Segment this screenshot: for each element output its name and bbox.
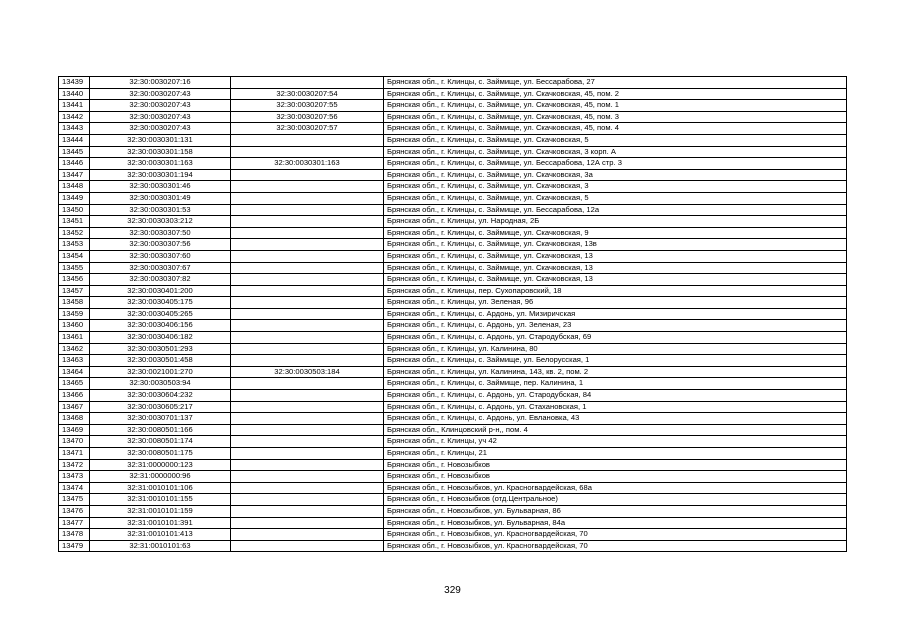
table-row	[59, 146, 847, 158]
property-registry-table	[58, 76, 847, 552]
table-row	[59, 332, 847, 344]
cadastral-number-cell: 32:30:0080501:166	[90, 424, 231, 436]
cadastral-number-cell: 32:30:0030405:175	[90, 297, 231, 309]
table-row	[59, 88, 847, 100]
parent-cadastral-number-cell	[231, 413, 384, 425]
table-row	[59, 529, 847, 541]
address-cell: Брянская обл., г. Клинцы, с. Займище, ул. Белорусская, 1	[384, 355, 847, 367]
row-number-cell: 13477	[59, 517, 90, 529]
address-cell: Брянская обл., г. Новозыбков	[384, 471, 847, 483]
table-row	[59, 494, 847, 506]
table-row	[59, 320, 847, 332]
table-row	[59, 77, 847, 89]
table-row	[59, 378, 847, 390]
address-cell: Брянская обл., г. Клинцы, с. Займище, ул. Скачковская, 45, пом. 4	[384, 123, 847, 135]
cadastral-number-cell: 32:31:0010101:413	[90, 529, 231, 541]
table-row	[59, 482, 847, 494]
cadastral-number-cell: 32:30:0030701:137	[90, 413, 231, 425]
parent-cadastral-number-cell	[231, 424, 384, 436]
row-number-cell: 13446	[59, 158, 90, 170]
parent-cadastral-number-cell	[231, 436, 384, 448]
parent-cadastral-number-cell	[231, 204, 384, 216]
table-row	[59, 424, 847, 436]
row-number-cell: 13479	[59, 540, 90, 552]
parent-cadastral-number-cell	[231, 239, 384, 251]
row-number-cell: 13456	[59, 274, 90, 286]
parent-cadastral-number-cell: 32:30:0030207:55	[231, 100, 384, 112]
address-cell: Брянская обл., г. Клинцы, с. Ардонь, ул. Стахановская, 1	[384, 401, 847, 413]
cadastral-number-cell: 32:31:0000000:123	[90, 459, 231, 471]
cadastral-number-cell: 32:30:0030307:67	[90, 262, 231, 274]
table-row	[59, 459, 847, 471]
address-cell: Брянская обл., г. Клинцы, с. Займище, ул. Бессарабова, 12А стр. 3	[384, 158, 847, 170]
address-cell: Брянская обл., г. Клинцы, с. Займище, ул. Скачковская, 13	[384, 274, 847, 286]
cadastral-number-cell: 32:31:0000000:96	[90, 471, 231, 483]
table-row	[59, 436, 847, 448]
row-number-cell: 13450	[59, 204, 90, 216]
row-number-cell: 13448	[59, 181, 90, 193]
parent-cadastral-number-cell	[231, 471, 384, 483]
address-cell: Брянская обл., г. Клинцы, ул. Народная, 2Б	[384, 216, 847, 228]
address-cell: Брянская обл., г. Клинцы, 21	[384, 448, 847, 460]
parent-cadastral-number-cell	[231, 459, 384, 471]
parent-cadastral-number-cell: 32:30:0030207:57	[231, 123, 384, 135]
parent-cadastral-number-cell	[231, 332, 384, 344]
table-row	[59, 517, 847, 529]
row-number-cell: 13472	[59, 459, 90, 471]
cadastral-number-cell: 32:30:0030301:46	[90, 181, 231, 193]
address-cell: Брянская обл., г. Клинцы, ул. Калинина, 143, кв. 2, пом. 2	[384, 366, 847, 378]
address-cell: Брянская обл., г. Клинцы, с. Займище, ул. Скачковская, 45, пом. 3	[384, 111, 847, 123]
cadastral-number-cell: 32:30:0030406:156	[90, 320, 231, 332]
cadastral-number-cell: 32:31:0010101:155	[90, 494, 231, 506]
row-number-cell: 13465	[59, 378, 90, 390]
cadastral-number-cell: 32:30:0030301:163	[90, 158, 231, 170]
row-number-cell: 13459	[59, 308, 90, 320]
table-row	[59, 250, 847, 262]
parent-cadastral-number-cell	[231, 216, 384, 228]
cadastral-number-cell: 32:30:0030307:56	[90, 239, 231, 251]
parent-cadastral-number-cell	[231, 250, 384, 262]
cadastral-number-cell: 32:30:0030301:53	[90, 204, 231, 216]
row-number-cell: 13475	[59, 494, 90, 506]
parent-cadastral-number-cell	[231, 227, 384, 239]
cadastral-number-cell: 32:30:0030405:265	[90, 308, 231, 320]
parent-cadastral-number-cell	[231, 274, 384, 286]
address-cell: Брянская обл., г. Клинцы, ул. Зеленая, 96	[384, 297, 847, 309]
table-row	[59, 181, 847, 193]
cadastral-number-cell: 32:30:0030207:43	[90, 123, 231, 135]
table-row	[59, 308, 847, 320]
row-number-cell: 13478	[59, 529, 90, 541]
cadastral-number-cell: 32:30:0030301:194	[90, 169, 231, 181]
row-number-cell: 13474	[59, 482, 90, 494]
row-number-cell: 13460	[59, 320, 90, 332]
table-row	[59, 123, 847, 135]
parent-cadastral-number-cell	[231, 308, 384, 320]
row-number-cell: 13471	[59, 448, 90, 460]
table-row	[59, 274, 847, 286]
cadastral-number-cell: 32:30:0030406:182	[90, 332, 231, 344]
parent-cadastral-number-cell: 32:30:0030301:163	[231, 158, 384, 170]
table-row	[59, 355, 847, 367]
parent-cadastral-number-cell	[231, 529, 384, 541]
parent-cadastral-number-cell	[231, 540, 384, 552]
cadastral-number-cell: 32:30:0030307:60	[90, 250, 231, 262]
address-cell: Брянская обл., г. Клинцы, с. Ардонь, ул. Евлановка, 43	[384, 413, 847, 425]
registry-table-body	[59, 77, 847, 552]
table-row	[59, 100, 847, 112]
row-number-cell: 13443	[59, 123, 90, 135]
address-cell: Брянская обл., Клинцовский р-н,, пом. 4	[384, 424, 847, 436]
cadastral-number-cell: 32:30:0030303:212	[90, 216, 231, 228]
parent-cadastral-number-cell	[231, 505, 384, 517]
cadastral-number-cell: 32:30:0030207:43	[90, 111, 231, 123]
parent-cadastral-number-cell: 32:30:0030207:56	[231, 111, 384, 123]
row-number-cell: 13444	[59, 134, 90, 146]
table-row	[59, 540, 847, 552]
cadastral-number-cell: 32:31:0010101:106	[90, 482, 231, 494]
row-number-cell: 13461	[59, 332, 90, 344]
address-cell: Брянская обл., г. Новозыбков, ул. Бульварная, 84а	[384, 517, 847, 529]
row-number-cell: 13441	[59, 100, 90, 112]
cadastral-number-cell: 32:30:0080501:175	[90, 448, 231, 460]
address-cell: Брянская обл., г. Клинцы, с. Займище, ул. Скачковская, 13	[384, 262, 847, 274]
parent-cadastral-number-cell	[231, 192, 384, 204]
row-number-cell: 13452	[59, 227, 90, 239]
row-number-cell: 13462	[59, 343, 90, 355]
table-row	[59, 401, 847, 413]
row-number-cell: 13440	[59, 88, 90, 100]
cadastral-number-cell: 32:30:0030207:43	[90, 100, 231, 112]
row-number-cell: 13454	[59, 250, 90, 262]
row-number-cell: 13439	[59, 77, 90, 89]
row-number-cell: 13457	[59, 285, 90, 297]
table-row	[59, 413, 847, 425]
table-row	[59, 448, 847, 460]
table-row	[59, 262, 847, 274]
parent-cadastral-number-cell	[231, 320, 384, 332]
address-cell: Брянская обл., г. Клинцы, с. Ардонь, ул. Зеленая, 23	[384, 320, 847, 332]
table-row	[59, 239, 847, 251]
address-cell: Брянская обл., г. Клинцы, ул. Калинина, 80	[384, 343, 847, 355]
row-number-cell: 13468	[59, 413, 90, 425]
table-row	[59, 158, 847, 170]
cadastral-number-cell: 32:30:0030503:94	[90, 378, 231, 390]
cadastral-number-cell: 32:30:0030401:200	[90, 285, 231, 297]
cadastral-number-cell: 32:30:0021001:270	[90, 366, 231, 378]
row-number-cell: 13453	[59, 239, 90, 251]
table-row	[59, 216, 847, 228]
parent-cadastral-number-cell	[231, 448, 384, 460]
row-number-cell: 13476	[59, 505, 90, 517]
cadastral-number-cell: 32:30:0030605:217	[90, 401, 231, 413]
cadastral-number-cell: 32:31:0010101:391	[90, 517, 231, 529]
address-cell: Брянская обл., г. Новозыбков, ул. Красногвардейская, 70	[384, 529, 847, 541]
row-number-cell: 13466	[59, 390, 90, 402]
parent-cadastral-number-cell	[231, 517, 384, 529]
table-row	[59, 343, 847, 355]
table-row	[59, 471, 847, 483]
address-cell: Брянская обл., г. Клинцы, с. Ардонь, ул. Стародубская, 69	[384, 332, 847, 344]
cadastral-number-cell: 32:30:0030604:232	[90, 390, 231, 402]
cadastral-number-cell: 32:30:0030301:158	[90, 146, 231, 158]
address-cell: Брянская обл., г. Новозыбков (отд.Центральное)	[384, 494, 847, 506]
table-row	[59, 285, 847, 297]
cadastral-number-cell: 32:30:0080501:174	[90, 436, 231, 448]
row-number-cell: 13455	[59, 262, 90, 274]
row-number-cell: 13447	[59, 169, 90, 181]
table-row	[59, 505, 847, 517]
address-cell: Брянская обл., г. Клинцы, с. Займище, ул. Скачковская, 3	[384, 181, 847, 193]
parent-cadastral-number-cell	[231, 285, 384, 297]
table-row	[59, 204, 847, 216]
address-cell: Брянская обл., г. Клинцы, с. Ардонь, ул. Мизиричская	[384, 308, 847, 320]
address-cell: Брянская обл., г. Клинцы, с. Займище, ул. Скачковская, 9	[384, 227, 847, 239]
parent-cadastral-number-cell	[231, 146, 384, 158]
parent-cadastral-number-cell	[231, 343, 384, 355]
address-cell: Брянская обл., г. Клинцы, с. Займище, ул. Бессарабова, 27	[384, 77, 847, 89]
cadastral-number-cell: 32:30:0030301:131	[90, 134, 231, 146]
parent-cadastral-number-cell	[231, 482, 384, 494]
table-row	[59, 297, 847, 309]
cadastral-number-cell: 32:30:0030501:458	[90, 355, 231, 367]
address-cell: Брянская обл., г. Клинцы, с. Займище, пер. Калинина, 1	[384, 378, 847, 390]
parent-cadastral-number-cell	[231, 390, 384, 402]
row-number-cell: 13442	[59, 111, 90, 123]
table-row	[59, 227, 847, 239]
row-number-cell: 13463	[59, 355, 90, 367]
table-row	[59, 366, 847, 378]
parent-cadastral-number-cell: 32:30:0030207:54	[231, 88, 384, 100]
row-number-cell: 13445	[59, 146, 90, 158]
row-number-cell: 13470	[59, 436, 90, 448]
address-cell: Брянская обл., г. Клинцы, с. Займище, ул. Скачковская, 13в	[384, 239, 847, 251]
parent-cadastral-number-cell	[231, 262, 384, 274]
row-number-cell: 13451	[59, 216, 90, 228]
parent-cadastral-number-cell	[231, 297, 384, 309]
address-cell: Брянская обл., г. Клинцы, с. Займище, ул. Скачковская, 5	[384, 192, 847, 204]
table-row	[59, 111, 847, 123]
table-row	[59, 390, 847, 402]
parent-cadastral-number-cell: 32:30:0030503:184	[231, 366, 384, 378]
table-row	[59, 169, 847, 181]
cadastral-number-cell: 32:30:0030307:82	[90, 274, 231, 286]
address-cell: Брянская обл., г. Клинцы, пер. Сухопаровский, 18	[384, 285, 847, 297]
parent-cadastral-number-cell	[231, 77, 384, 89]
cadastral-number-cell: 32:30:0030307:50	[90, 227, 231, 239]
row-number-cell: 13469	[59, 424, 90, 436]
address-cell: Брянская обл., г. Новозыбков	[384, 459, 847, 471]
row-number-cell: 13449	[59, 192, 90, 204]
cadastral-number-cell: 32:30:0030301:49	[90, 192, 231, 204]
address-cell: Брянская обл., г. Клинцы, с. Займище, ул. Бессарабова, 12а	[384, 204, 847, 216]
parent-cadastral-number-cell	[231, 378, 384, 390]
table-row	[59, 192, 847, 204]
address-cell: Брянская обл., г. Клинцы, с. Займище, ул. Скачковская, 3а	[384, 169, 847, 181]
address-cell: Брянская обл., г. Клинцы, с. Займище, ул. Скачковская, 45, пом. 2	[384, 88, 847, 100]
address-cell: Брянская обл., г. Клинцы, с. Займище, ул. Скачковская, 13	[384, 250, 847, 262]
address-cell: Брянская обл., г. Клинцы, с. Займище, ул. Скачковская, 3 корп. А	[384, 146, 847, 158]
row-number-cell: 13458	[59, 297, 90, 309]
row-number-cell: 13467	[59, 401, 90, 413]
parent-cadastral-number-cell	[231, 169, 384, 181]
parent-cadastral-number-cell	[231, 494, 384, 506]
parent-cadastral-number-cell	[231, 134, 384, 146]
parent-cadastral-number-cell	[231, 181, 384, 193]
parent-cadastral-number-cell	[231, 401, 384, 413]
cadastral-number-cell: 32:30:0030207:16	[90, 77, 231, 89]
address-cell: Брянская обл., г. Клинцы, с. Займище, ул. Скачковская, 5	[384, 134, 847, 146]
cadastral-number-cell: 32:31:0010101:159	[90, 505, 231, 517]
page-number: 329	[444, 585, 461, 596]
table-row	[59, 134, 847, 146]
address-cell: Брянская обл., г. Клинцы, с. Ардонь, ул. Стародубская, 84	[384, 390, 847, 402]
cadastral-number-cell: 32:30:0030501:293	[90, 343, 231, 355]
cadastral-number-cell: 32:31:0010101:63	[90, 540, 231, 552]
row-number-cell: 13464	[59, 366, 90, 378]
row-number-cell: 13473	[59, 471, 90, 483]
cadastral-number-cell: 32:30:0030207:43	[90, 88, 231, 100]
address-cell: Брянская обл., г. Новозыбков, ул. Красногвардейская, 70	[384, 540, 847, 552]
address-cell: Брянская обл., г. Новозыбков, ул. Бульварная, 86	[384, 505, 847, 517]
address-cell: Брянская обл., г. Новозыбков, ул. Красногвардейская, 68а	[384, 482, 847, 494]
parent-cadastral-number-cell	[231, 355, 384, 367]
address-cell: Брянская обл., г. Клинцы, с. Займище, ул. Скачковская, 45, пом. 1	[384, 100, 847, 112]
address-cell: Брянская обл., г. Клинцы, уч 42	[384, 436, 847, 448]
